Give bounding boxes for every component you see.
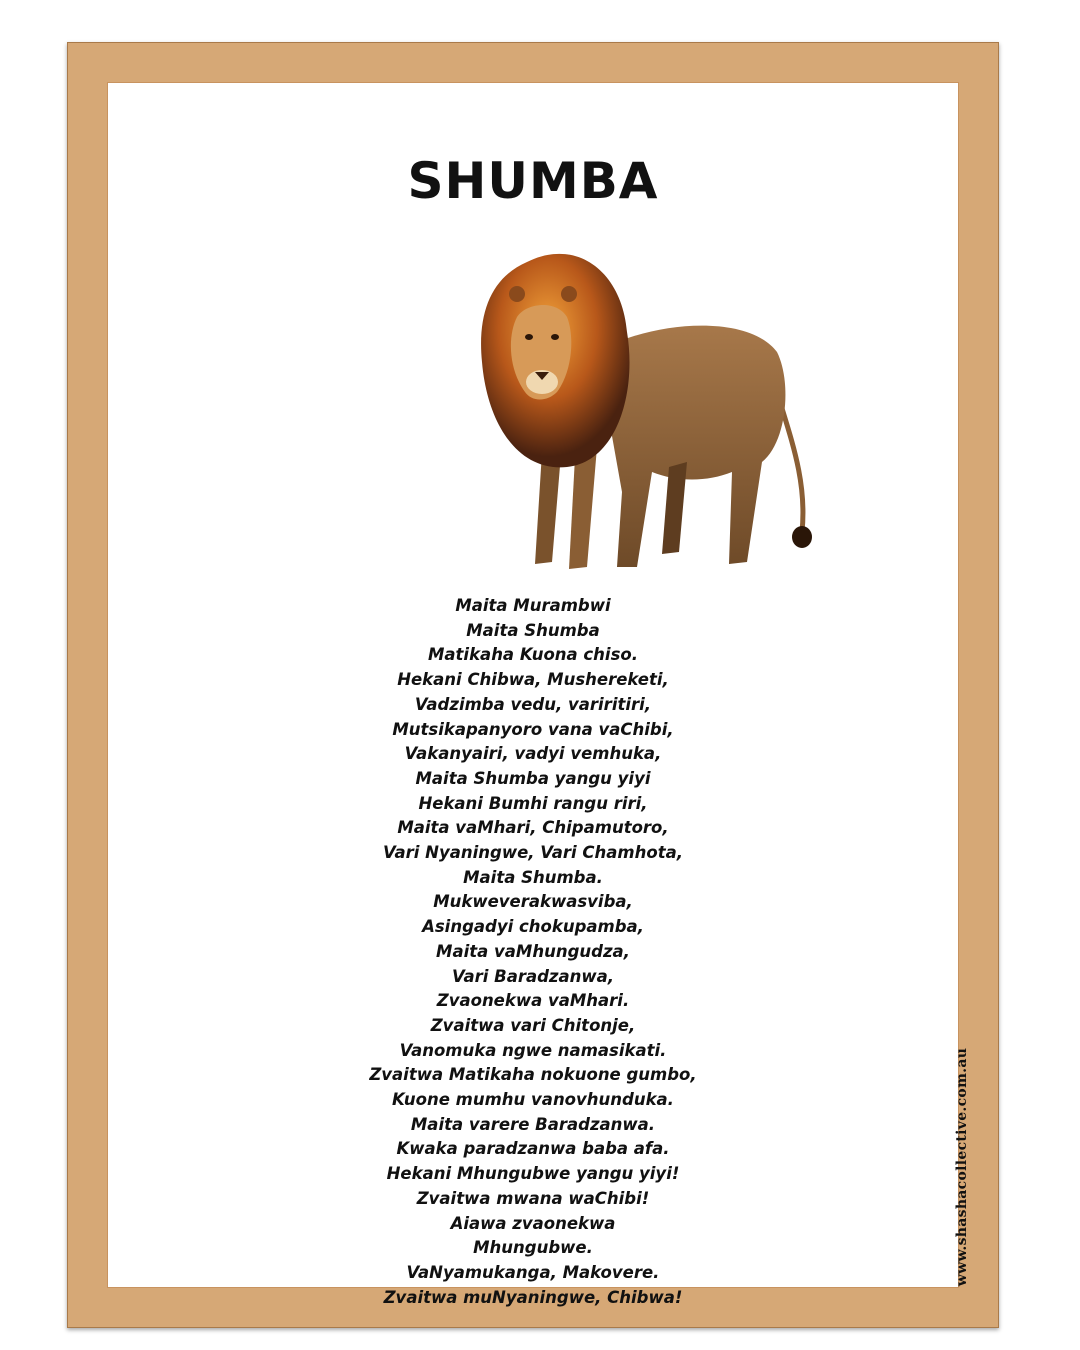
poem-line: Hekani Chibwa, Mushereketi,: [397, 670, 669, 690]
poem-line: Asingadyi chokupamba,: [422, 917, 644, 937]
poem-line: Mukweverakwasviba,: [433, 892, 633, 912]
poem-line: Zvaitwa muNyaningwe, Chibwa!: [383, 1287, 683, 1307]
poem-line: Zvaitwa vari Chitonje,: [430, 1015, 636, 1035]
poem-line: Vari Baradzanwa,: [451, 966, 615, 986]
poem-line: Mutsikapanyoro vana vaChibi,: [392, 719, 674, 739]
poem-line: Vakanyairi, vadyi vemhuka,: [404, 744, 662, 764]
poem-line: Vari Nyaningwe, Vari Chamhota,: [383, 843, 683, 863]
poem-line: Maita Murambwi: [455, 596, 611, 615]
lion-image: [447, 242, 827, 582]
poem-line: Zvaitwa Matikaha nokuone gumbo,: [369, 1065, 697, 1085]
poem-line: Kwaka paradzanwa baba afa.: [396, 1139, 670, 1159]
poster-title: SHUMBA: [407, 152, 659, 210]
poem-line: Kuone mumhu vanovhunduka.: [392, 1090, 674, 1110]
website-credit: [955, 1042, 969, 1292]
poem-line: Vadzimba vedu, variritiri,: [414, 694, 652, 714]
poem-line: Zvaonekwa vaMhari.: [436, 991, 630, 1011]
poem-line: Hekani Mhungubwe yangu yiyi!: [386, 1164, 680, 1184]
poem: [107, 594, 959, 1310]
poem-line: Vanomuka ngwe namasikati.: [399, 1040, 667, 1060]
poem-line: Maita vaMhungudza,: [436, 941, 630, 961]
poem-line: Maita varere Baradzanwa.: [410, 1114, 656, 1134]
poem-line: Mhungubwe.: [473, 1238, 593, 1258]
poem-line: VaNyamukanga, Makovere.: [406, 1262, 660, 1282]
poem-line: Maita Shumba.: [463, 867, 603, 887]
poem-line: Maita vaMhari, Chipamutoro,: [397, 818, 669, 838]
poem-line: Aiawa zvaonekwa: [450, 1213, 616, 1233]
picture-frame: [67, 42, 999, 1328]
poem-line: Hekani Bumhi rangu riri,: [418, 793, 648, 813]
poem-line: Maita Shumba: [466, 620, 600, 640]
poster-canvas: [107, 82, 970, 1307]
poem-line: Zvaitwa mwana waChibi!: [416, 1188, 650, 1208]
website-text: www.shashacollective.com.au: [954, 1047, 970, 1287]
poem-line: Maita Shumba yangu yiyi: [415, 768, 651, 788]
poem-line: Matikaha Kuona chiso.: [427, 645, 639, 665]
